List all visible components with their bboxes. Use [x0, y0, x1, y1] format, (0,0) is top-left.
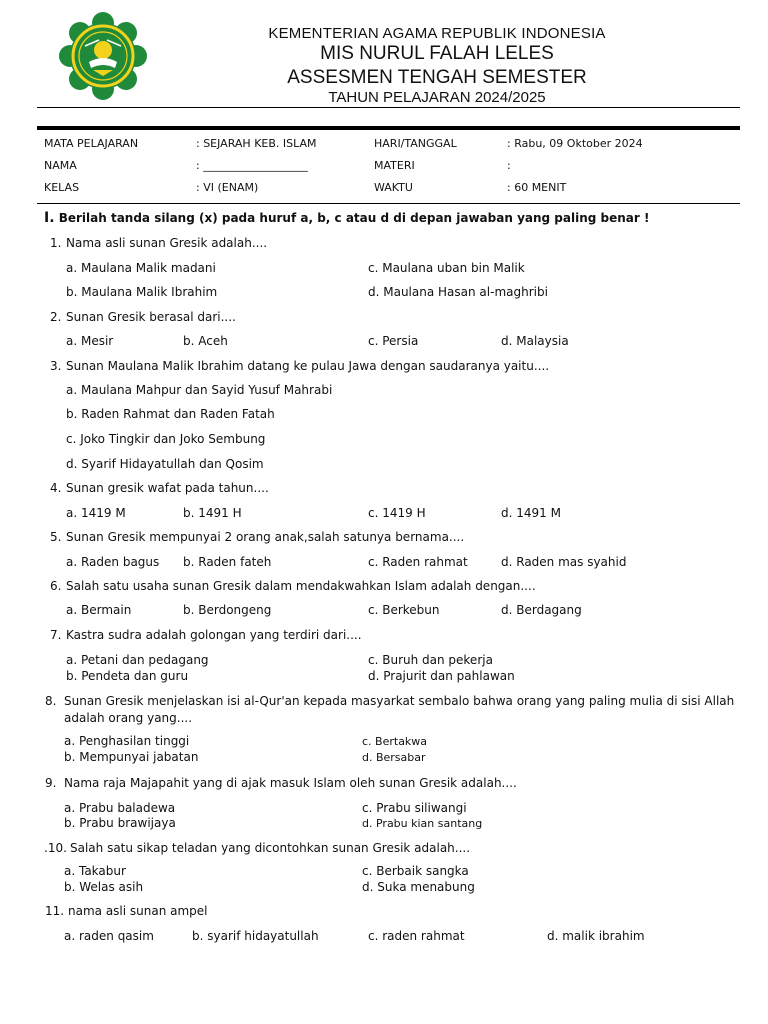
question-number: 8. [45, 694, 57, 708]
school-name: MIS NURUL FALAH LELES [320, 43, 554, 64]
header-divider [37, 107, 740, 108]
answer-option[interactable]: a. raden qasim [64, 929, 154, 943]
answer-option[interactable]: a. Mesir [66, 334, 114, 348]
answer-option[interactable]: b. Berdongeng [183, 603, 272, 617]
question-text: Sunan Maulana Malik Ibrahim datang ke pulau Jawa dengan saudaranya yaitu.... [66, 359, 550, 373]
question-text: Sunan Gresik berasal dari.... [66, 310, 236, 324]
answer-option[interactable]: c. raden rahmat [368, 929, 465, 943]
question-number: .10. [44, 841, 67, 855]
answer-option[interactable]: d. Raden mas syahid [501, 555, 627, 569]
info-value: : Rabu, 09 Oktober 2024 [507, 137, 643, 150]
answer-option[interactable]: c. Bertakwa [362, 735, 428, 748]
answer-option[interactable]: c. 1419 H [368, 506, 426, 520]
answer-option[interactable]: a. Maulana Mahpur dan Sayid Yusuf Mahrabi [66, 383, 333, 397]
instruction-text: Berilah tanda silang (x) pada huruf a, b, c atau d di depan jawaban yang paling benar ! [58, 211, 650, 225]
answer-option[interactable]: b. Raden Rahmat dan Raden Fatah [66, 407, 275, 421]
answer-option[interactable]: b. Prabu brawijaya [64, 816, 176, 830]
answer-option[interactable]: b. Mempunyai jabatan [64, 750, 199, 764]
info-value: : VI (ENAM) [196, 181, 259, 194]
info-top-border [37, 126, 740, 130]
answer-option[interactable]: c. Raden rahmat [368, 555, 468, 569]
info-value: : [507, 159, 511, 172]
ministry-title: KEMENTERIAN AGAMA REPUBLIK INDONESIA [268, 25, 606, 42]
answer-option[interactable]: c. Berkebun [368, 603, 440, 617]
section-number: I. [44, 210, 55, 226]
answer-option[interactable]: d. Prabu kian santang [362, 817, 483, 830]
answer-option[interactable]: a. Prabu baladewa [64, 801, 176, 815]
question-number: 9. [45, 776, 57, 790]
question-number: 11. [45, 904, 65, 918]
question-number: 6. [50, 579, 62, 593]
exam-title: ASSESMEN TENGAH SEMESTER [287, 67, 587, 88]
answer-option[interactable]: a. Petani dan pedagang [66, 653, 209, 667]
info-label: NAMA [44, 159, 77, 172]
question-text: Salah satu sikap teladan yang dicontohkan sunan Gresik adalah.... [70, 841, 471, 855]
answer-option[interactable]: a. Takabur [64, 864, 126, 878]
question-text: Salah satu usaha sunan Gresik dalam mendakwahkan Islam adalah dengan.... [66, 579, 536, 593]
info-bottom-border [37, 203, 740, 204]
question-number: 3. [50, 359, 62, 373]
instruction [44, 210, 649, 226]
question-text: Sunan gresik wafat pada tahun.... [66, 481, 269, 495]
academic-year: TAHUN PELAJARAN 2024/2025 [328, 89, 546, 106]
info-value: : 60 MENIT [507, 181, 567, 194]
question-number: 2. [50, 310, 62, 324]
answer-option[interactable]: d. Maulana Hasan al-maghribi [368, 285, 548, 299]
answer-option[interactable]: b. syarif hidayatullah [192, 929, 319, 943]
question-text: Nama asli sunan Gresik adalah.... [66, 236, 268, 250]
question-number: 5. [50, 530, 62, 544]
info-label: KELAS [44, 181, 80, 194]
answer-option[interactable]: d. malik ibrahim [547, 929, 645, 943]
question-number: 1. [50, 236, 62, 250]
question-text: nama asli sunan ampel [68, 904, 208, 918]
info-label: HARI/TANGGAL [374, 137, 457, 150]
name-field[interactable]: : ___________________ [196, 159, 308, 172]
answer-option[interactable]: c. Joko Tingkir dan Joko Sembung [66, 432, 266, 446]
info-label: MATERI [374, 159, 415, 172]
answer-option[interactable]: d. Berdagang [501, 603, 582, 617]
answer-option[interactable]: c. Maulana uban bin Malik [368, 261, 525, 275]
answer-option[interactable]: d. Prajurit dan pahlawan [368, 669, 515, 683]
question-text-continued: adalah orang yang.... [64, 711, 193, 725]
answer-option[interactable]: b. Pendeta dan guru [66, 669, 189, 683]
answer-option[interactable]: a. Penghasilan tinggi [64, 734, 190, 748]
answer-option[interactable]: b. Welas asih [64, 880, 144, 894]
question-text: Kastra sudra adalah golongan yang terdiri dari.... [66, 628, 362, 642]
answer-option[interactable]: a. 1419 M [66, 506, 126, 520]
answer-option[interactable]: c. Buruh dan pekerja [368, 653, 493, 667]
answer-option[interactable]: d. Suka menabung [362, 880, 475, 894]
answer-option[interactable]: d. Bersabar [362, 751, 426, 764]
info-label: WAKTU [374, 181, 413, 194]
info-label: MATA PELAJARAN [44, 137, 139, 150]
answer-option[interactable]: b. Maulana Malik Ibrahim [66, 285, 218, 299]
info-value: : SEJARAH KEB. ISLAM [196, 137, 317, 150]
answer-option[interactable]: c. Prabu siliwangi [362, 801, 467, 815]
answer-option[interactable]: d. Syarif Hidayatullah dan Qosim [66, 457, 264, 471]
answer-option[interactable]: c. Berbaik sangka [362, 864, 469, 878]
answer-option[interactable]: a. Maulana Malik madani [66, 261, 216, 275]
question-number: 7. [50, 628, 62, 642]
answer-option[interactable]: d. 1491 M [501, 506, 561, 520]
answer-option[interactable]: a. Raden bagus [66, 555, 160, 569]
question-text: Sunan Gresik menjelaskan isi al-Qur'an kepada masyarkat sembalo bahwa orang yang paling mulia di sisi Allah [64, 694, 735, 708]
answer-option[interactable]: a. Bermain [66, 603, 132, 617]
answer-option[interactable]: b. Raden fateh [183, 555, 272, 569]
answer-option[interactable]: c. Persia [368, 334, 419, 348]
question-text: Sunan Gresik mempunyai 2 orang anak,salah satunya bernama.... [66, 530, 465, 544]
question-text: Nama raja Majapahit yang di ajak masuk Islam oleh sunan Gresik adalah.... [64, 776, 517, 790]
answer-option[interactable]: b. 1491 H [183, 506, 242, 520]
answer-option[interactable]: b. Aceh [183, 334, 228, 348]
question-number: 4. [50, 481, 62, 495]
answer-option[interactable]: d. Malaysia [501, 334, 569, 348]
